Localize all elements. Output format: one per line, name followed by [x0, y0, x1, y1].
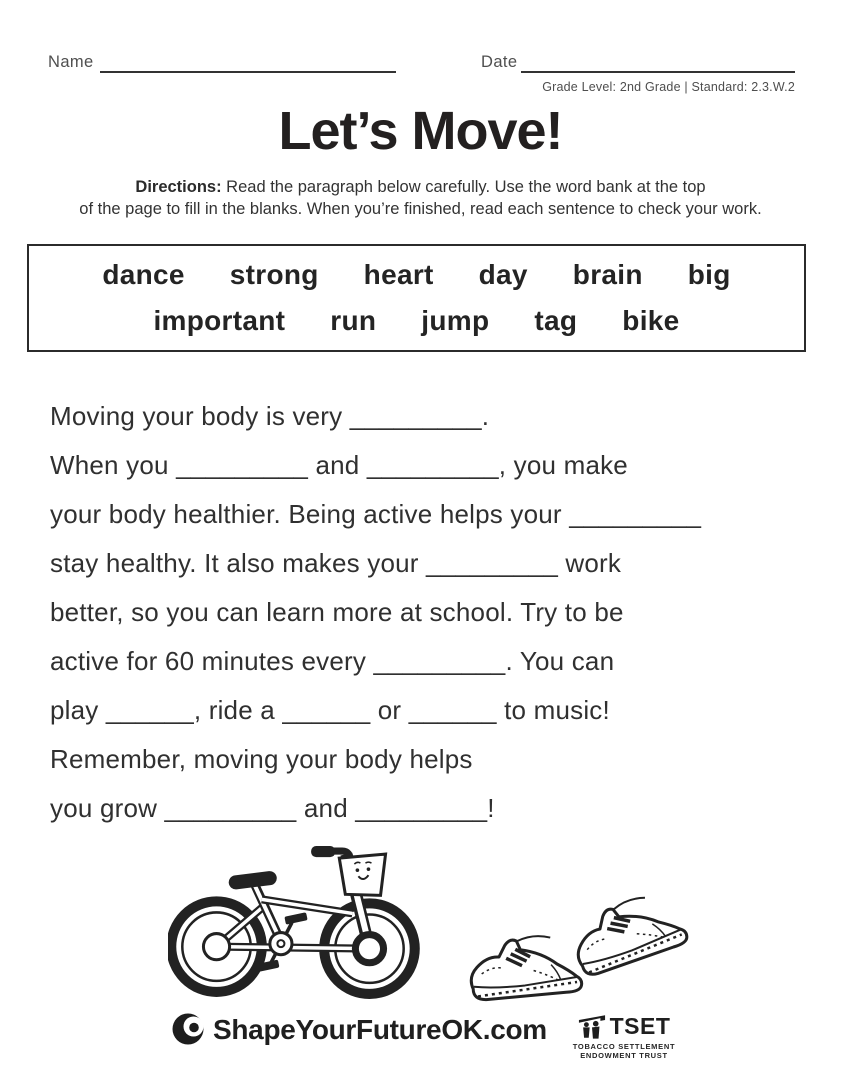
paragraph-line: you grow _________ and _________! — [50, 793, 495, 823]
word-bank-word: day — [478, 259, 528, 291]
paragraph-line: Remember, moving your body helps — [50, 744, 473, 774]
word-bank-box — [27, 244, 806, 352]
word-bank-word: heart — [363, 259, 434, 291]
word-bank-word: jump — [421, 304, 490, 336]
paragraph-line: Moving your body is very _________. — [50, 401, 490, 431]
tset-figures-icon — [578, 1014, 606, 1039]
word-bank-word: bike — [622, 304, 680, 336]
name-write-line — [100, 71, 396, 73]
bicycle-illustration — [168, 842, 420, 1003]
paragraph-line: When you _________ and _________, you make — [50, 450, 628, 480]
word-bank-row2 — [153, 305, 679, 337]
paragraph-line: play ______, ride a ______ or ______ to music! — [50, 695, 610, 725]
name-label: Name — [48, 53, 94, 71]
paragraph-line: better, so you can learn more at school. Try to be — [50, 597, 624, 627]
word-bank-word: strong — [229, 259, 319, 291]
paragraph-line: active for 60 minutes every _________. You can — [50, 646, 615, 676]
word-bank-word: big — [687, 259, 731, 291]
tset-acronym: TSET — [609, 1013, 671, 1039]
paragraph-line: your body healthier. Being active helps your _________ — [50, 499, 702, 529]
date-write-line — [521, 71, 795, 73]
grade-standard-note: Grade Level: 2nd Grade | Standard: 2.3.W.2 — [542, 80, 795, 94]
word-bank-word: brain — [572, 259, 643, 291]
paragraph-line: stay healthy. It also makes your _________ work — [50, 548, 622, 578]
crescent-moon-logo-icon — [172, 1012, 206, 1046]
tset-logo — [562, 1013, 686, 1060]
page-title: Let’s Move! — [278, 101, 563, 161]
word-bank-word: run — [330, 304, 377, 336]
website-url: ShapeYourFutureOK.com — [213, 1014, 547, 1045]
fill-in-paragraph — [50, 392, 820, 833]
date-label: Date — [481, 53, 518, 71]
word-bank-word: dance — [102, 259, 185, 291]
word-bank-row1 — [102, 259, 730, 291]
directions-line1: Directions: Read the paragraph below carefully. Use the word bank at the top — [135, 178, 706, 196]
directions — [0, 176, 841, 220]
word-bank-word: important — [153, 304, 286, 336]
directions-line2: of the page to fill in the blanks. When you’re finished, read each sentence to check your work. — [79, 200, 762, 218]
word-bank-word: tag — [534, 304, 578, 336]
tset-subtitle: TOBACCO SETTLEMENT ENDOWMENT TRUST — [572, 1042, 676, 1060]
sneakers-illustration — [460, 882, 690, 1007]
directions-label: Directions: — [135, 178, 222, 196]
tset-logo-top — [562, 1013, 686, 1040]
